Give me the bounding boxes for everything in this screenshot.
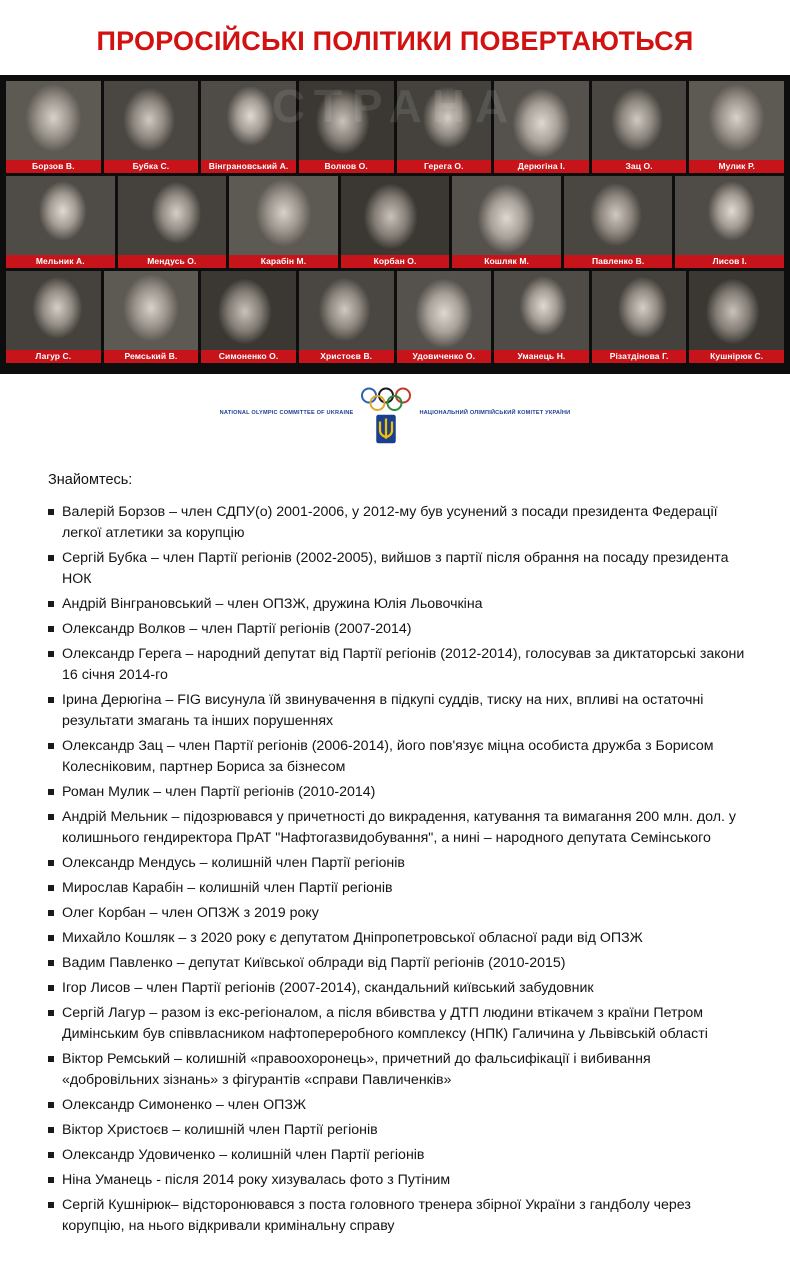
portrait-caption: Дерюгіна І. (494, 160, 589, 173)
headline-band (0, 0, 790, 75)
list-item: Віктор Христоєв – колишній член Партії регіонів (44, 1120, 746, 1141)
portrait-cell (104, 81, 199, 173)
portrait-caption: Уманець Н. (494, 350, 589, 363)
portrait-caption: Волков О. (299, 160, 394, 173)
list-item: Олександр Зац – член Партії регіонів (2006-2014), його пов'язує міцна особиста дружба з Борисом Колесніковим, партнер Бориса за бізнесом (44, 736, 746, 778)
portrait-caption: Герега О. (397, 160, 492, 173)
portrait-caption: Корбан О. (341, 255, 450, 268)
list-item: Сергій Бубка – член Партії регіонів (2002-2005), вийшов з партії після обрання на посаду президента НОК (44, 548, 746, 590)
list-item: Ніна Уманець - після 2014 року хизувалась фото з Путіним (44, 1170, 746, 1191)
list-item: Ірина Дерюгіна – FIG висунула їй звинувачення в підкупі суддів, тиску на них, впливі на остаточні результати змагань та інших порушеннях (44, 690, 746, 732)
watermark: СТРАНА (271, 80, 519, 132)
portrait-cell (494, 271, 589, 363)
portrait-cell (675, 176, 784, 268)
portrait-caption: Лагур С. (6, 350, 101, 363)
portrait-caption: Вінграновський А. (201, 160, 296, 173)
portrait-caption: Зац О. (592, 160, 687, 173)
photo-row (6, 271, 784, 363)
portrait-caption: Павленко В. (564, 255, 673, 268)
list-item: Вадим Павленко – депутат Київської облради від Партії регіонів (2010-2015) (44, 953, 746, 974)
list-item: Андрій Вінграновський – член ОПЗЖ, дружина Юлія Льовочкіна (44, 594, 746, 615)
list-item: Ігор Лисов – член Партії регіонів (2007-2014), скандальний київський забудовник (44, 978, 746, 999)
list-item: Валерій Борзов – член СДПУ(о) 2001-2006, у 2012-му був усунений з посади президента Федерації легкої атлетики за корупцію (44, 502, 746, 544)
portrait-caption: Карабін М. (229, 255, 338, 268)
portrait-cell (6, 81, 101, 173)
page-title: ПРОРОСІЙСЬКІ ПОЛІТИКИ ПОВЕРТАЮТЬСЯ (96, 26, 694, 56)
portrait-cell (201, 81, 296, 173)
portrait-cell (104, 271, 199, 363)
article-body (0, 458, 790, 1267)
portrait-cell (299, 271, 394, 363)
photo-row (6, 81, 784, 173)
photo-row (6, 176, 784, 268)
portrait-cell (118, 176, 227, 268)
portrait-cell (689, 271, 784, 363)
list-item: Олег Корбан – член ОПЗЖ з 2019 року (44, 903, 746, 924)
noc-name-uk: НАЦІОНАЛЬНИЙ ОЛІМПІЙСЬКИЙ КОМІТЕТ УКРАЇНИ (419, 410, 571, 417)
list-item: Сергій Кушнірюк– відсторонювався з поста головного тренера збірної України з гандболу через корупцію, на нього відкривали кримінальну справу (44, 1195, 746, 1237)
portrait-cell (6, 176, 115, 268)
list-item: Олександр Мендусь – колишній член Партії регіонів (44, 853, 746, 874)
portrait-cell (494, 81, 589, 173)
portrait-caption: Бубка С. (104, 160, 199, 173)
portrait-caption: Христоєв В. (299, 350, 394, 363)
portrait-caption: Кошляк М. (452, 255, 561, 268)
list-item: Віктор Ремський – колишній «правоохоронець», причетний до фальсифікації і вибивання «добровільних зізнань» з фігурантів «справи Павличенків» (44, 1049, 746, 1091)
list-item: Михайло Кошляк – з 2020 року є депутатом Дніпропетровської обласної ради від ОПЗЖ (44, 928, 746, 949)
portrait-cell (299, 81, 394, 173)
noc-logo (220, 384, 571, 444)
list-item: Роман Мулик – член Партії регіонів (2010-2014) (44, 782, 746, 803)
noc-emblem (359, 384, 413, 444)
portrait-cell (592, 81, 687, 173)
portrait-cell (689, 81, 784, 173)
portrait-cell (397, 271, 492, 363)
portrait-caption: Різатдінова Г. (592, 350, 687, 363)
olympic-rings-icon (359, 384, 413, 414)
portrait-cell (341, 176, 450, 268)
portrait-cell (6, 271, 101, 363)
noc-name-en: NATIONAL OLYMPIC COMMITTEE OF UKRAINE (219, 410, 354, 417)
list-item: Сергій Лагур – разом із екс-регіоналом, а після вбивства у ДТП людини втікачем з країни Петром Димінським був співвласником нафтопереробного комплексу (НПК) Галичина у Львівській області (44, 1003, 746, 1045)
portrait-caption: Борзов В. (6, 160, 101, 173)
list-item: Андрій Мельник – підозрювався у причетності до викрадення, катування та вимагання 200 млн. дол. у колишнього гендиректора ПрАТ "Нафтогазвидобування", а нині – народного депутата Семінського (44, 807, 746, 849)
portrait-caption: Мендусь О. (118, 255, 227, 268)
portrait-caption: Лисов І. (675, 255, 784, 268)
list-item: Олександр Волков – член Партії регіонів (2007-2014) (44, 619, 746, 640)
person-list (44, 502, 746, 1237)
portrait-cell (452, 176, 561, 268)
portrait-caption: Кушнірюк С. (689, 350, 784, 363)
intro-text: Знайомтесь: (48, 472, 133, 488)
list-item: Олександр Симоненко – член ОПЗЖ (44, 1095, 746, 1116)
list-item: Олександр Герега – народний депутат від Партії регіонів (2012-2014), голосував за диктаторські закони 16 січня 2014-го (44, 644, 746, 686)
portrait-caption: Мельник А. (6, 255, 115, 268)
portrait-cell (397, 81, 492, 173)
portrait-caption: Удовиченко О. (397, 350, 492, 363)
portrait-caption: Симоненко О. (201, 350, 296, 363)
portrait-cell (564, 176, 673, 268)
list-item: Мирослав Карабін – колишній член Партії регіонів (44, 878, 746, 899)
portrait-caption: Ремський В. (104, 350, 199, 363)
portrait-cell (201, 271, 296, 363)
ukraine-trident-icon (375, 414, 397, 444)
portrait-cell (229, 176, 338, 268)
list-item: Олександр Удовиченко – колишній член Партії регіонів (44, 1145, 746, 1166)
noc-logo-block (0, 374, 790, 458)
photo-mosaic (0, 75, 790, 374)
portrait-caption: Мулик Р. (689, 160, 784, 173)
portrait-cell (592, 271, 687, 363)
